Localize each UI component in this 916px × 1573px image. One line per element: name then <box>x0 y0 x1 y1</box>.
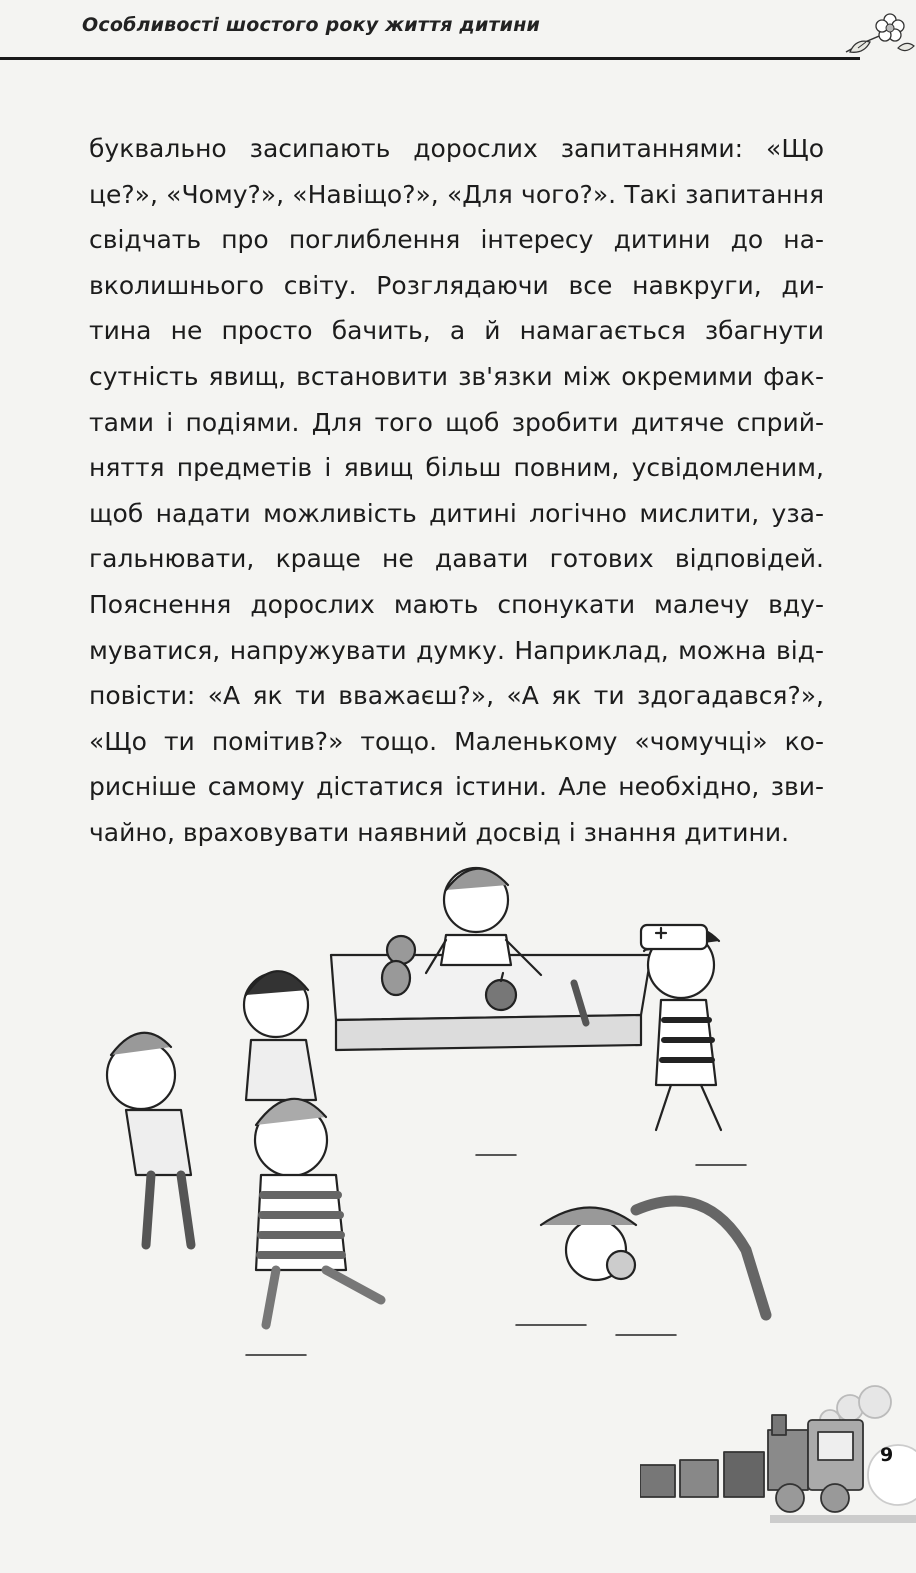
text-line: буквально засипають дорослих запитаннями: «Що <box>89 134 824 163</box>
text-line: чайно, враховувати наявний досвід і знання дитини. <box>89 817 790 847</box>
toy-train-icon <box>640 1380 916 1573</box>
text-line: тами і подіями. Для того щоб зробити дитяче сприй- <box>89 407 824 437</box>
children-playing-illustration <box>96 855 786 1380</box>
page-header <box>0 0 916 62</box>
text-line: муватися, напружувати думку. Наприклад, можна від- <box>89 635 824 665</box>
header-divider <box>0 57 860 60</box>
text-line: це?», «Чому?», «Навіщо?», «Для чого?». Такі запитання <box>89 179 824 209</box>
running-title: Особливості шостого року життя дитини <box>82 14 541 36</box>
text-line: свідчать про поглиблення інтересу дитини до на- <box>89 225 824 255</box>
text-line: сутність явищ, встановити зв'язки між окремими фак- <box>89 361 824 391</box>
text-line: «Що ти помітив?» тощо. Маленькому «чомучці» ко- <box>89 726 824 756</box>
text-line: рисніше самому дістатися істини. Але необхідно, зви- <box>89 772 824 802</box>
text-line: гальнювати, краще не давати готових відповідей. <box>89 544 824 574</box>
text-line: тина не просто бачить, а й намагається збагнути <box>89 316 824 346</box>
text-line: вколишнього світу. Розглядаючи все навкруги, ди- <box>89 270 824 300</box>
flower-ornament-icon <box>840 8 916 68</box>
text-line: щоб надати можливість дитині логічно мислити, уза- <box>89 498 824 528</box>
text-line: няття предметів і явищ більш повним, усвідомленим, <box>89 453 824 483</box>
text-line: Пояснення дорослих мають спонукати малечу вду- <box>89 589 824 619</box>
body-paragraph <box>89 126 824 856</box>
page-number: 9 <box>880 1444 894 1466</box>
text-line: повісти: «А як ти вважаєш?», «А як ти здогадався?», <box>89 681 824 711</box>
